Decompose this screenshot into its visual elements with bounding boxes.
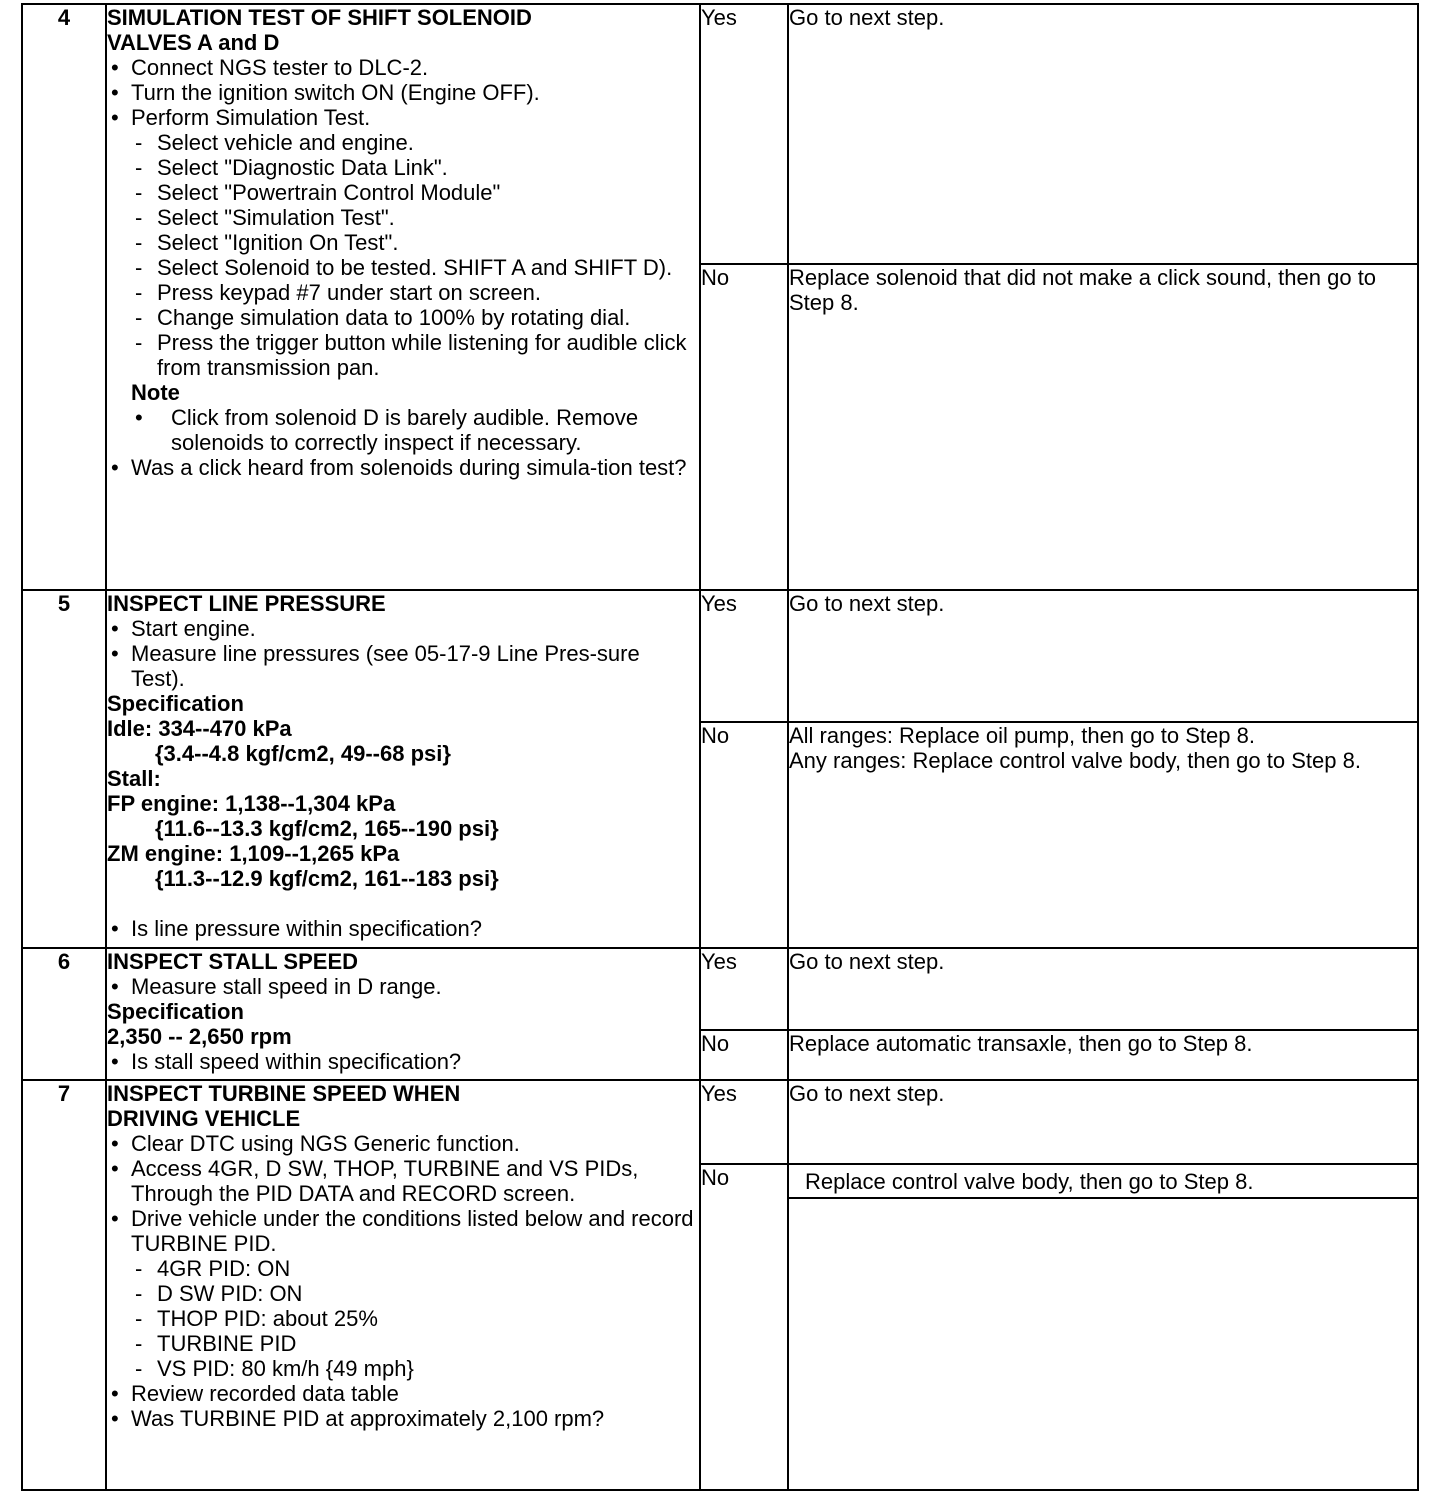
spec-label: Specification xyxy=(107,999,244,1024)
step-title-line-2: VALVES A and D xyxy=(107,30,280,55)
bullet-item: • Drive vehicle under the conditions listed below and record TURBINE PID. xyxy=(107,1206,699,1256)
yes-action: Go to next step. xyxy=(788,948,1418,1030)
table-row-step-5 xyxy=(22,590,1418,722)
note-item: • Click from solenoid D is barely audible. Remove solenoids to correctly inspect if necessary. xyxy=(107,405,699,455)
question-item: • Was a click heard from solenoids during simula-tion test? xyxy=(107,455,699,480)
spec-fp-engine-alt: {11.6--13.3 kgf/cm2, 165--190 psi} xyxy=(155,816,499,841)
question-item: • Is stall speed within specification? xyxy=(107,1049,699,1074)
step-number: 5 xyxy=(22,590,106,948)
inspection-cell xyxy=(106,4,700,590)
spec-stall-label: Stall: xyxy=(107,766,161,791)
inspection-cell xyxy=(106,590,700,948)
sub-item: - Select "Powertrain Control Module" xyxy=(107,180,699,205)
bullet-item: • Measure line pressures (see 05-17-9 Line Pres-sure Test). xyxy=(107,641,699,691)
no-action-cell xyxy=(788,1164,1418,1490)
spec-label: Specification xyxy=(107,691,244,716)
no-action-line: All ranges: Replace oil pump, then go to Step 8. xyxy=(789,723,1255,748)
step-title: INSPECT TURBINE SPEED WHEN xyxy=(107,1081,461,1106)
step-number: 4 xyxy=(22,4,106,590)
sub-item: - Change simulation data to 100% by rotating dial. xyxy=(107,305,699,330)
yes-action: Go to next step. xyxy=(788,590,1418,722)
diagnostic-procedure-page xyxy=(21,3,1419,1491)
spec-zm-engine-alt: {11.3--12.9 kgf/cm2, 161--183 psi} xyxy=(155,866,499,891)
no-action-line: Any ranges: Replace control valve body, then go to Step 8. xyxy=(789,748,1361,773)
spec-idle-alt: {3.4--4.8 kgf/cm2, 49--68 psi} xyxy=(155,741,451,766)
step-title: INSPECT STALL SPEED xyxy=(107,949,359,974)
sub-item: - Press keypad #7 under start on screen. xyxy=(107,280,699,305)
sub-item: - Select "Ignition On Test". xyxy=(107,230,699,255)
diagnostic-table xyxy=(21,3,1419,1491)
inspection-cell xyxy=(106,1080,700,1490)
no-action: Replace solenoid that did not make a click sound, then go to Step 8. xyxy=(788,264,1418,590)
no-label: No xyxy=(700,722,788,948)
question-item: • Is line pressure within specification? xyxy=(107,916,699,941)
bullet-item: • Clear DTC using NGS Generic function. xyxy=(107,1131,699,1156)
no-action xyxy=(788,722,1418,948)
bullet-item: • Connect NGS tester to DLC-2. xyxy=(107,55,699,80)
no-action: Replace control valve body, then go to Step 8. xyxy=(789,1165,1417,1199)
yes-label: Yes xyxy=(700,4,788,264)
sub-item: - TURBINE PID xyxy=(107,1331,699,1356)
step-number: 7 xyxy=(22,1080,106,1490)
no-label: No xyxy=(700,1164,788,1490)
note-label: Note xyxy=(131,380,180,405)
bullet-item: • Turn the ignition switch ON (Engine OFF). xyxy=(107,80,699,105)
yes-label: Yes xyxy=(700,590,788,722)
spacer xyxy=(107,891,699,916)
bullet-item: • Measure stall speed in D range. xyxy=(107,974,699,999)
step-title: INSPECT LINE PRESSURE xyxy=(107,591,386,616)
inspection-cell xyxy=(106,948,700,1080)
spec-zm-engine: ZM engine: 1,109--1,265 kPa xyxy=(107,841,400,866)
no-action: Replace automatic transaxle, then go to Step 8. xyxy=(788,1030,1418,1080)
sub-item: - Select Solenoid to be tested. SHIFT A and SHIFT D). xyxy=(107,255,699,280)
spec-value: 2,350 -- 2,650 rpm xyxy=(107,1024,292,1049)
bullet-item: • Perform Simulation Test. xyxy=(107,105,699,130)
yes-action: Go to next step. xyxy=(788,1080,1418,1164)
sub-item: - Press the trigger button while listening for audible click from transmission pan. xyxy=(107,330,699,380)
no-label: No xyxy=(700,1030,788,1080)
table-row-step-4 xyxy=(22,4,1418,264)
sub-item: - THOP PID: about 25% xyxy=(107,1306,699,1331)
table-row-step-6 xyxy=(22,948,1418,1030)
sub-item: - Select vehicle and engine. xyxy=(107,130,699,155)
sub-item: - VS PID: 80 km/h {49 mph} xyxy=(107,1356,699,1381)
yes-action: Go to next step. xyxy=(788,4,1418,264)
no-label: No xyxy=(700,264,788,590)
question-item: • Was TURBINE PID at approximately 2,100 rpm? xyxy=(107,1406,699,1431)
sub-item: - D SW PID: ON xyxy=(107,1281,699,1306)
yes-label: Yes xyxy=(700,1080,788,1164)
table-row-step-7 xyxy=(22,1080,1418,1164)
sub-item: - Select "Simulation Test". xyxy=(107,205,699,230)
bullet-item: • Access 4GR, D SW, THOP, TURBINE and VS PIDs, Through the PID DATA and RECORD screen. xyxy=(107,1156,699,1206)
bullet-item: • Start engine. xyxy=(107,616,699,641)
yes-label: Yes xyxy=(700,948,788,1030)
spec-fp-engine: FP engine: 1,138--1,304 kPa xyxy=(107,791,396,816)
step-title-line-2: DRIVING VEHICLE xyxy=(107,1106,301,1131)
bullet-item: • Review recorded data table xyxy=(107,1381,699,1406)
spec-idle: Idle: 334--470 kPa xyxy=(107,716,292,741)
sub-item: - Select "Diagnostic Data Link". xyxy=(107,155,699,180)
sub-item: - 4GR PID: ON xyxy=(107,1256,699,1281)
step-title: SIMULATION TEST OF SHIFT SOLENOID xyxy=(107,5,532,30)
step-number: 6 xyxy=(22,948,106,1080)
